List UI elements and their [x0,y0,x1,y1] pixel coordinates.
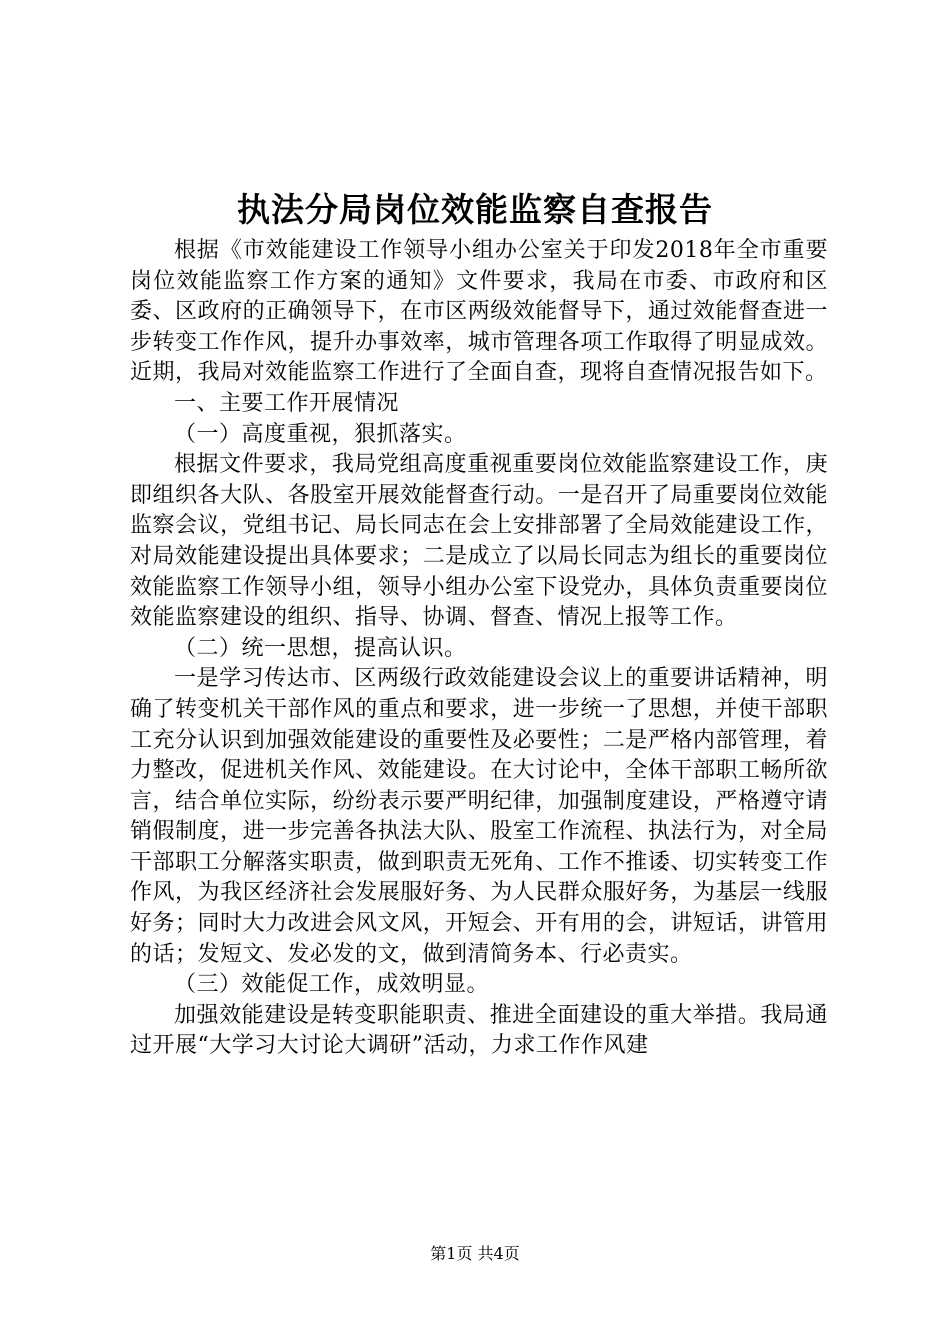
subsection-heading-3: （三）效能促工作，成效明显。 [174,972,490,998]
paragraph-3: 加强效能建设是转变职能职责、推进全面建设的重大举措。我局通过开展“大学习大讨论大调研”活动，力求工作作风建 [130,1002,828,1059]
page-footer: 第1页 共4页 [430,1244,520,1263]
paragraph-intro: 根据《市效能建设工作领导小组办公室关于印发2018年全市重要岗位效能监察工作方案的通知》文件要求，我局在市委、市政府和区委、区政府的正确领导下，在市区两级效能督导下，通过效能督查进一步转变工作作风，提升办事效率，城市管理各项工作取得了明显成效。近期，我局对效能监察工作进行了全面自查，现将自查情况报告如下。 [130,238,828,386]
paragraph-1: 根据文件要求，我局党组高度重视重要岗位效能监察建设工作，庚即组织各大队、各股室开展效能督查行动。一是召开了局重要岗位效能监察会议，党组书记、局长同志在会上安排部署了全局效能建设工作，对局效能建设提出具体要求；二是成立了以局长同志为组长的重要岗位效能监察工作领导小组，领导小组办公室下设党办，具体负责重要岗位效能监察建设的组织、指导、协调、督查、情况上报等工作。 [130,452,828,631]
document-body [130,236,828,1062]
subsection-heading-2: （二）统一思想，提高认识。 [174,635,467,661]
document-title: 执法分局岗位效能监察自查报告 [237,190,713,229]
paragraph-2: 一是学习传达市、区两级行政效能建设会议上的重要讲话精神，明确了转变机关干部作风的重点和要求，进一步统一了思想，并使干部职工充分认识到加强效能建设的重要性及必要性；二是严格内部管理，着力整改，促进机关作风、效能建设。在大讨论中，全体干部职工畅所欲言，结合单位实际，纷纷表示要严明纪律，加强制度建设，严格遵守请销假制度，进一步完善各执法大队、股室工作流程、执法行为，对全局干部职工分解落实职责，做到职责无死角、工作不推诿、切实转变工作作风，为我区经济社会发展服好务、为人民群众服好务，为基层一线服好务；同时大力改进会风文风，开短会、开有用的会，讲短话，讲管用的话；发短文、发必发的文，做到清简务本、行必责实。 [130,666,828,967]
subsection-heading-1: （一）高度重视，狠抓落实。 [174,421,467,447]
section-heading-1: 一、主要工作开展情况 [174,390,400,416]
